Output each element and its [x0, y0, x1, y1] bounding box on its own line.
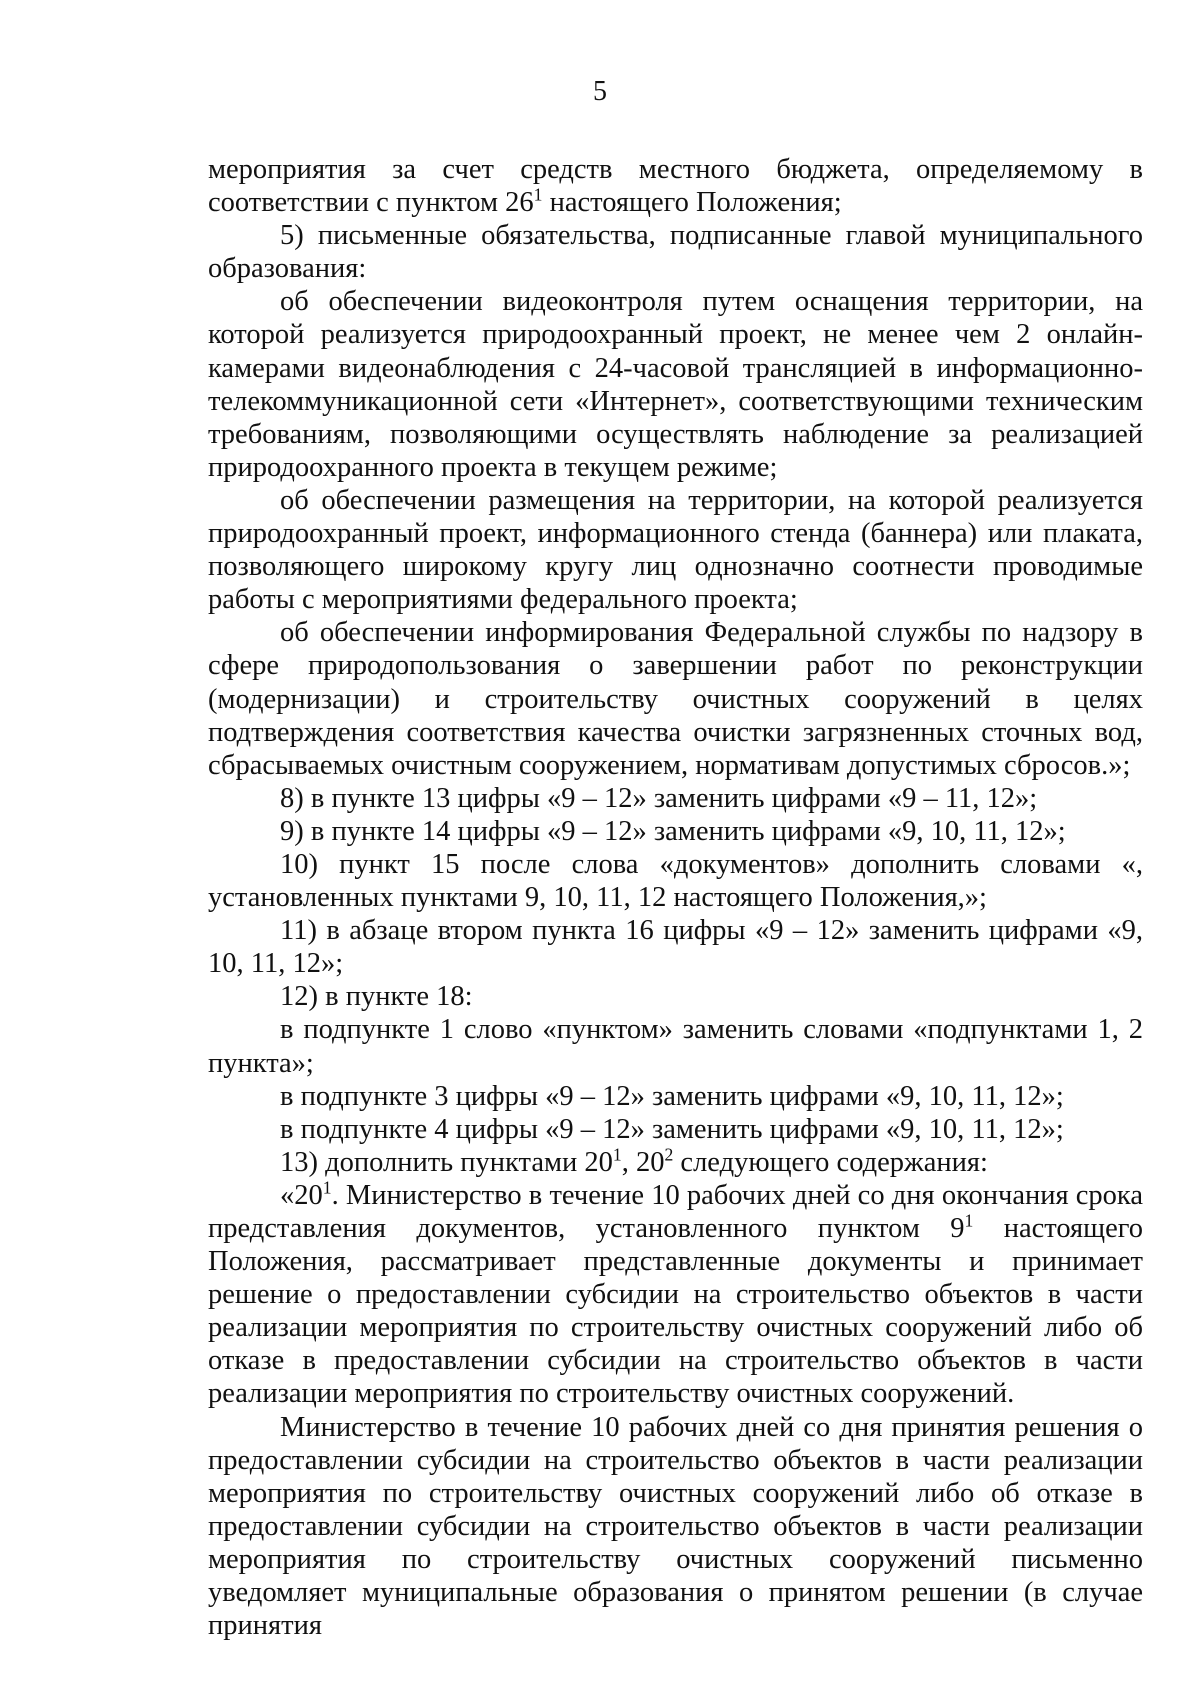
paragraph [208, 1080, 1143, 1113]
text-run: «20 [280, 1179, 323, 1211]
paragraph [208, 782, 1143, 815]
paragraph [208, 815, 1143, 848]
page-number: 5 [593, 76, 607, 107]
superscript: 1 [964, 1210, 974, 1231]
paragraph [208, 1411, 1143, 1643]
text-run: мероприятия за счет средств местного бюджета, определяемому в соответствии с пунктом 26 [208, 154, 1143, 219]
text-run: об обеспечении размещения на территории, на которой реализуется природоохранный проект, информационного стенда (баннера) или плаката, позволяющего широкому кругу лиц однозначно соотнести проводимые работы с мероприятиями федерального проекта; [208, 484, 1143, 616]
paragraph [208, 484, 1143, 616]
text-run: 8) в пункте 13 цифры «9 – 12» заменить цифрами «9 – 11, 12»; [280, 782, 1038, 814]
paragraph [208, 980, 1143, 1013]
superscript: 1 [612, 1144, 622, 1165]
paragraph [208, 153, 1143, 219]
text-run: в подпункте 4 цифры «9 – 12» заменить цифрами «9, 10, 11, 12»; [280, 1113, 1064, 1145]
paragraph [208, 219, 1143, 285]
text-run: об обеспечении видеоконтроля путем оснащения территории, на которой реализуется природоохранный проект, не менее чем 2 онлайн-камерами видеонаблюдения с 24-часовой трансляцией в информационно-телекоммуникационной сети «Интернет», соответствующими техническим требованиям, позволяющими осуществлять наблюдение за реализацией природоохранного проекта в текущем режиме; [208, 286, 1143, 483]
paragraph [208, 1146, 1143, 1179]
text-run: , 20 [621, 1146, 665, 1178]
text-run: 10) пункт 15 после слова «документов» дополнить словами «, установленных пунктами 9, 10, 11, 12 настоящего Положения,»; [208, 848, 1143, 914]
text-run: Министерство в течение 10 рабочих дней со дня принятия решения о предоставлении субсидии на строительство объектов в части реализации мероприятия по строительству очистных сооружений либо об отказе в предоставлении субсидии на строительство объектов в части реализации мероприятия по строительству очистных сооружений письменно уведомляет муниципальные образования о принятом решении (в случае принятия [208, 1411, 1143, 1642]
text-run: . Министерство в течение 10 рабочих дней со дня окончания срока представления документов, установленного пунктом 9 [208, 1179, 1143, 1244]
text-run: настоящего Положения; [542, 187, 842, 219]
text-run: 5) письменные обязательства, подписанные главой муниципального образования: [208, 220, 1143, 285]
superscript: 2 [664, 1144, 674, 1165]
superscript: 1 [322, 1177, 332, 1198]
text-run: 11) в абзаце втором пункта 16 цифры «9 – 12» заменить цифрами «9, 10, 11, 12»; [208, 915, 1143, 980]
text-run: об обеспечении информирования Федеральной службы по надзору в сфере природопользования о завершении работ по реконструкции (модернизации) и строительству очистных сооружений в целях подтверждения соответствия качества очистки загрязненных сточных вод, сбрасываемых очистным сооружением, нормативам допустимых сбросов.»; [208, 617, 1143, 781]
text-run: настоящего Положения, рассматривает представленные документы и принимает решение о предоставлении субсидии на строительство объектов в части реализации мероприятия по строительству очистных сооружений либо об отказе в предоставлении субсидии на строительство объектов в части реализации мероприятия по строительству очистных сооружений. [208, 1213, 1143, 1410]
text-run: 13) дополнить пунктами 20 [280, 1146, 613, 1178]
superscript: 1 [533, 184, 543, 205]
text-run: 12) в пункте 18: [280, 981, 473, 1013]
paragraph [208, 1179, 1143, 1411]
paragraph [208, 616, 1143, 781]
text-run: следующего содержания: [673, 1146, 988, 1178]
paragraph [208, 848, 1143, 914]
paragraph [208, 914, 1143, 980]
text-run: в подпункте 3 цифры «9 – 12» заменить цифрами «9, 10, 11, 12»; [280, 1080, 1064, 1112]
paragraph [208, 1113, 1143, 1146]
text-run: в подпункте 1 слово «пунктом» заменить словами «подпунктами 1, 2 пункта»; [208, 1014, 1143, 1079]
text-run: 9) в пункте 14 цифры «9 – 12» заменить цифрами «9, 10, 11, 12»; [280, 815, 1066, 847]
document-body [208, 153, 1143, 1642]
paragraph [208, 1013, 1143, 1079]
paragraph [208, 285, 1143, 484]
